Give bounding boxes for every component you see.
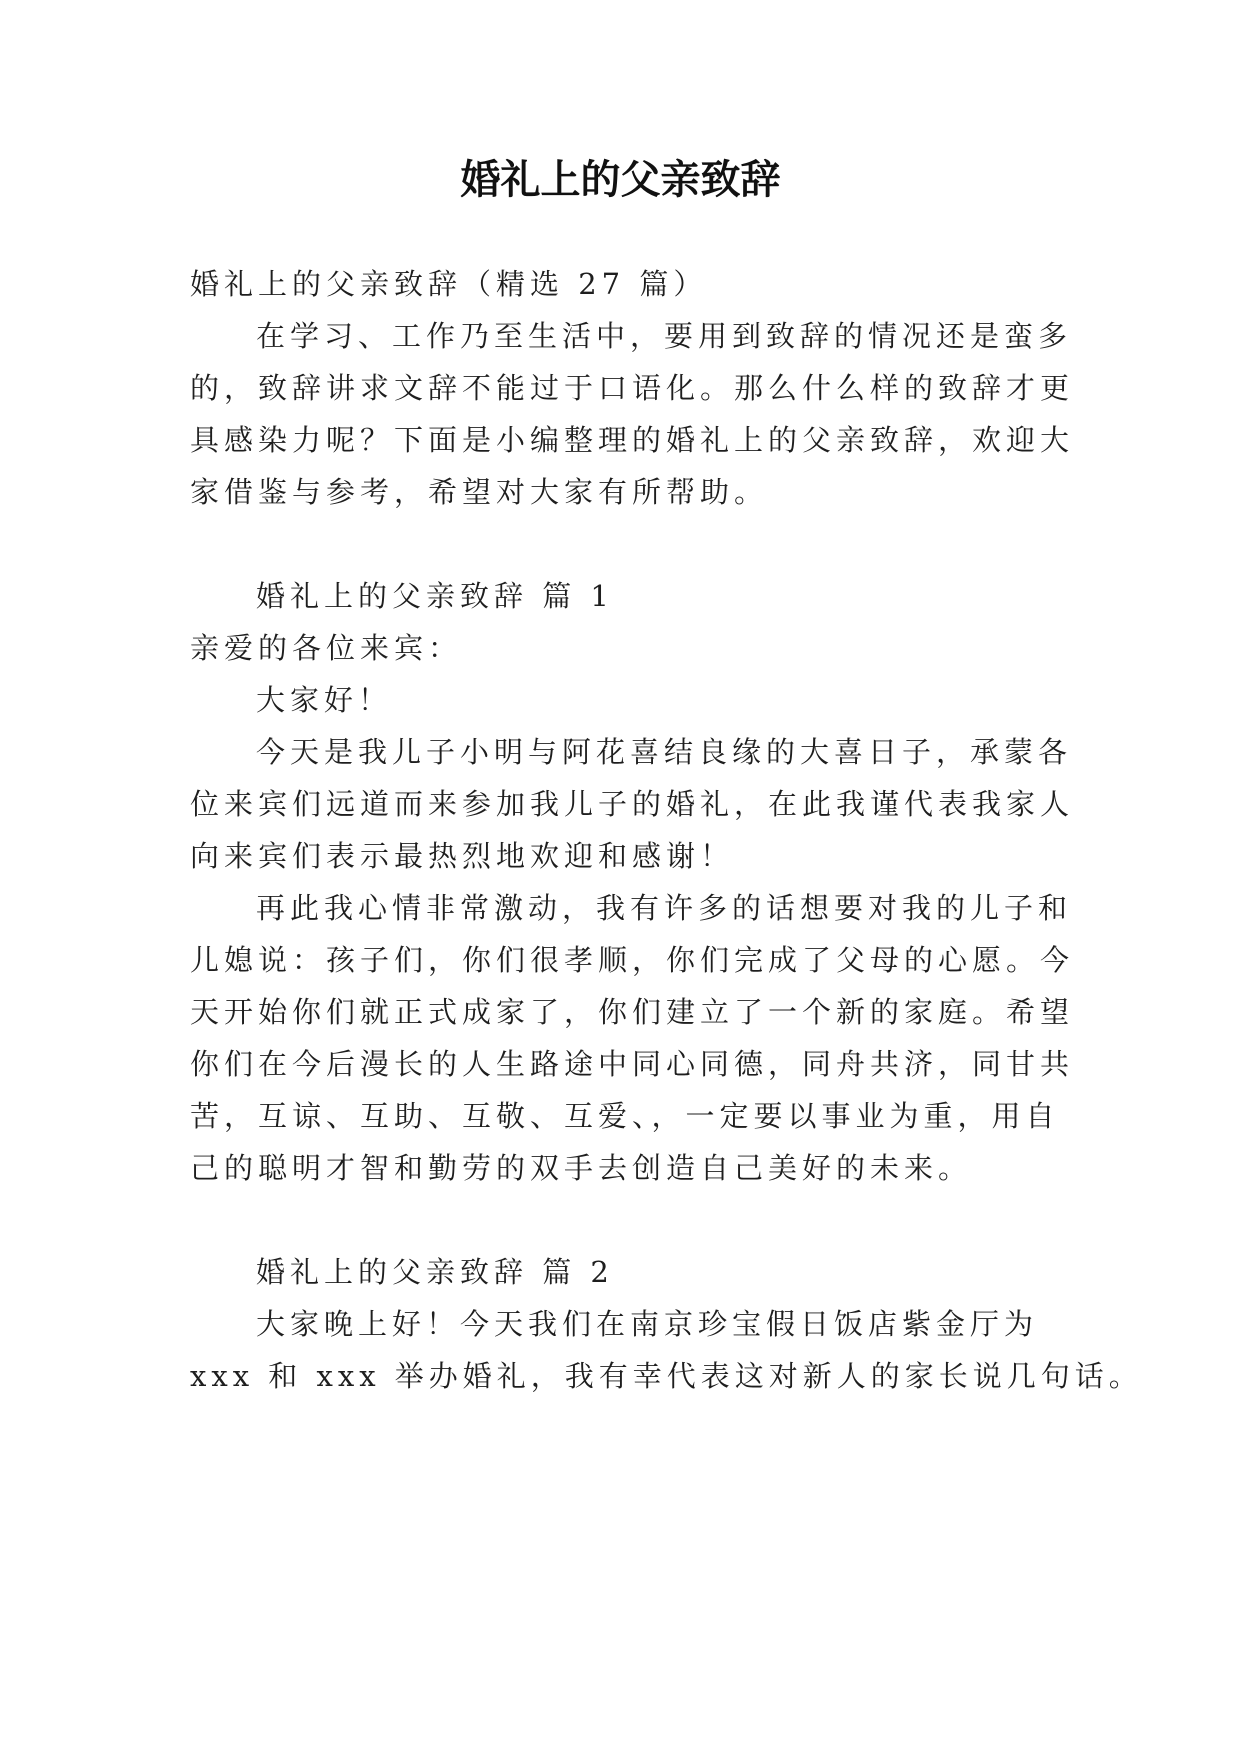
paragraph-line: 苦，互谅、互助、互敬、互爱、，一定要以事业为重，用自 (190, 1099, 1060, 1133)
paragraph-line: 大家晚上好！今天我们在南京珍宝假日饭店紫金厅为 (256, 1307, 1039, 1341)
paragraph-line: 在学习、工作乃至生活中，要用到致辞的情况还是蛮多 (256, 319, 1073, 353)
paragraph-line: 的，致辞讲求文辞不能过于口语化。那么什么样的致辞才更 (190, 371, 1075, 405)
section-heading: 婚礼上的父亲致辞 篇 2 (256, 1255, 614, 1289)
paragraph-line: 天开始你们就正式成家了，你们建立了一个新的家庭。希望 (190, 995, 1075, 1029)
section-heading: 婚礼上的父亲致辞 篇 1 (256, 579, 614, 613)
paragraph-line: 你们在今后漫长的人生路途中同心同德，同舟共济，同甘共 (190, 1047, 1075, 1081)
paragraph-line: 位来宾们远道而来参加我儿子的婚礼，在此我谨代表我家人 (190, 787, 1075, 821)
greeting: 大家好！ (256, 683, 393, 717)
paragraph-line: xxx 和 xxx 举办婚礼，我有幸代表这对新人的家长说几句话。 (190, 1359, 1143, 1393)
paragraph-line: 再此我心情非常激动，我有许多的话想要对我的儿子和 (256, 891, 1073, 925)
paragraph-line: 儿媳说：孩子们，你们很孝顺，你们完成了父母的心愿。今 (190, 943, 1075, 977)
paragraph-line: 具感染力呢？下面是小编整理的婚礼上的父亲致辞，欢迎大 (190, 423, 1075, 457)
document-title: 婚礼上的父亲致辞 (460, 157, 781, 203)
paragraph-line: 己的聪明才智和勤劳的双手去创造自己美好的未来。 (190, 1151, 973, 1185)
salutation: 亲爱的各位来宾： (190, 631, 463, 665)
paragraph-line: 向来宾们表示最热烈地欢迎和感谢！ (190, 839, 735, 873)
paragraph-line: 今天是我儿子小明与阿花喜结良缘的大喜日子，承蒙各 (256, 735, 1073, 769)
paragraph-line: 家借鉴与参考，希望对大家有所帮助。 (190, 475, 769, 509)
document-subtitle: 婚礼上的父亲致辞（精选 27 篇） (190, 267, 708, 301)
